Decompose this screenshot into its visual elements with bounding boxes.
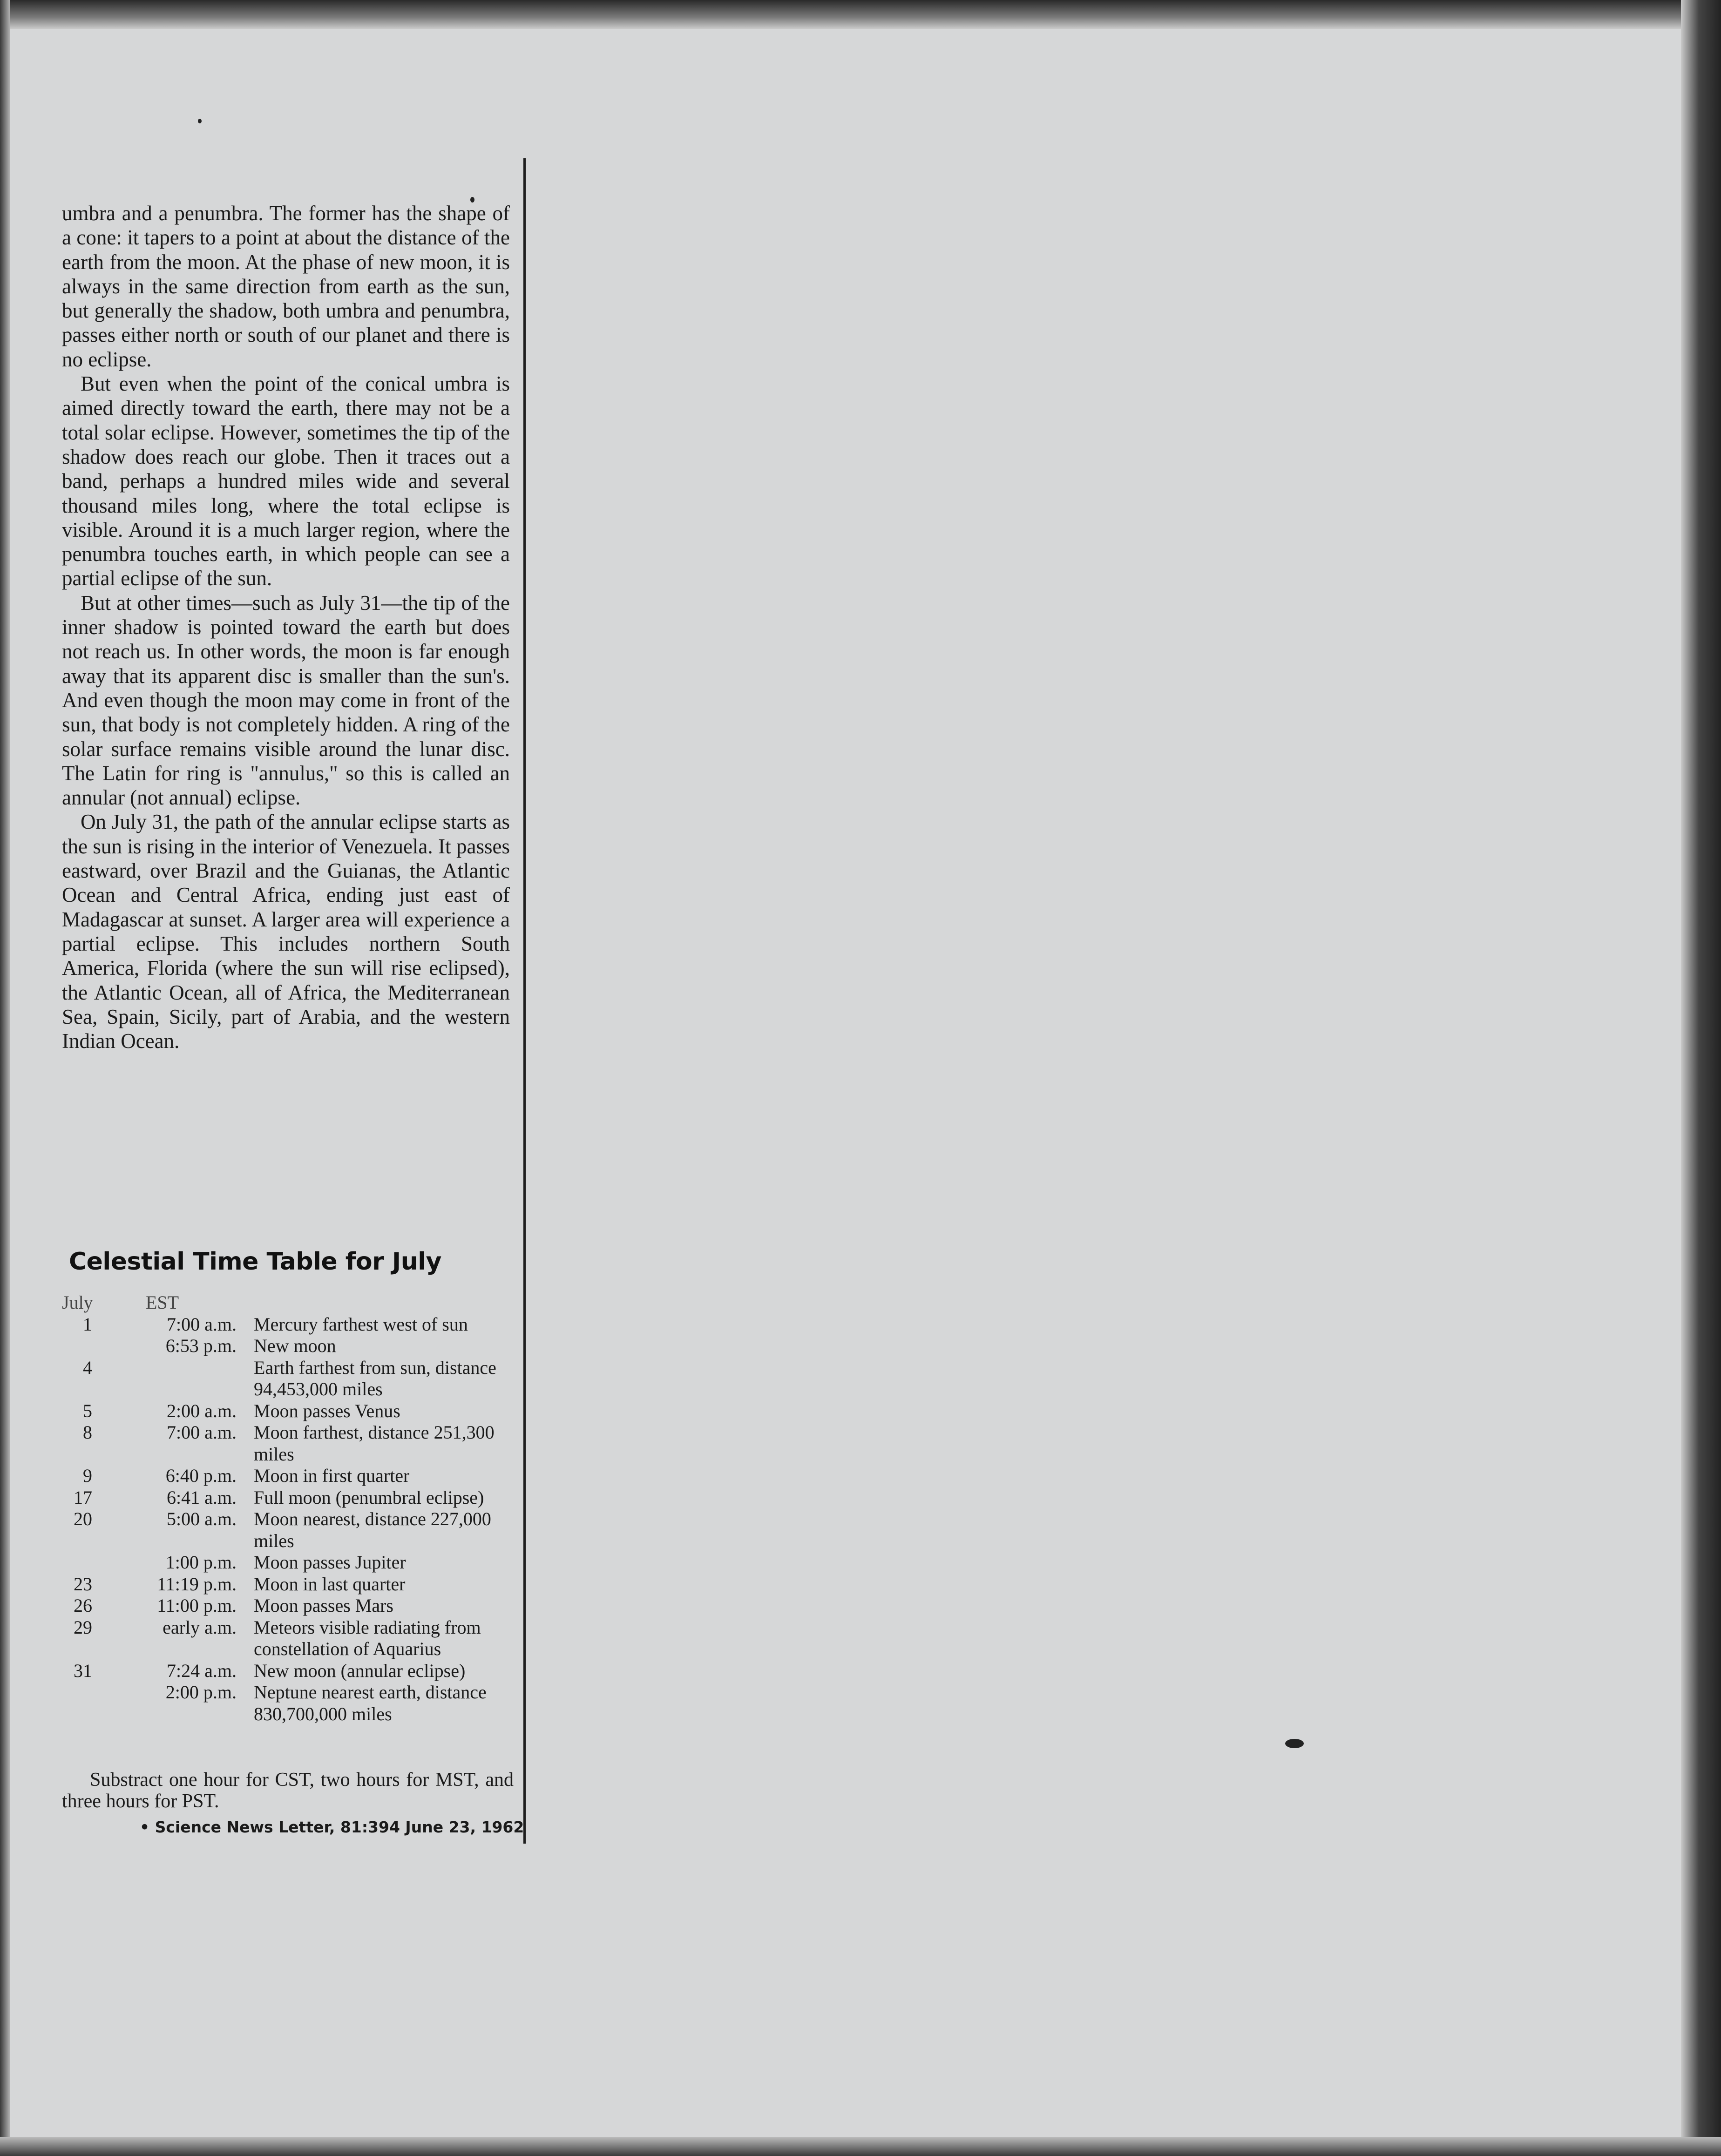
table-row	[62, 1617, 516, 1660]
day-cell: 1	[83, 1313, 92, 1335]
time-cell: early a.m.	[163, 1616, 237, 1638]
day-cell: 17	[74, 1487, 92, 1508]
timetable-title: Celestial Time Table for July	[69, 1248, 441, 1276]
timetable	[62, 1292, 516, 1725]
event-cell: Moon nearest, distance 227,000 miles	[254, 1508, 491, 1551]
time-cell: 2:00 p.m.	[165, 1682, 237, 1703]
header-day: July	[62, 1292, 93, 1313]
time-cell: 7:24 a.m.	[167, 1660, 237, 1681]
table-row	[62, 1552, 516, 1574]
timetable-header	[62, 1292, 516, 1314]
table-row	[62, 1682, 516, 1725]
day-cell: 23	[74, 1573, 92, 1595]
table-row	[62, 1660, 516, 1682]
scan-border-right	[1681, 0, 1721, 2156]
header-time: EST	[146, 1292, 179, 1313]
column-rule	[523, 158, 526, 1844]
table-row	[62, 1400, 516, 1422]
day-cell: 26	[74, 1595, 92, 1616]
event-cell: New moon (annular eclipse)	[254, 1660, 466, 1681]
event-cell: Meteors visible radiating from constellation of Aquarius	[254, 1616, 481, 1659]
event-cell: Full moon (penumbral eclipse)	[254, 1487, 484, 1508]
time-cell: 11:19 p.m.	[157, 1573, 237, 1595]
article-paragraph: But at other times—such as July 31—the tip of the inner shadow is pointed toward the earth but does not reach us. In other words, the moon is far enough away that its apparent disc is smaller than the sun's. And even though the moon may come in front of the sun, that body is not completely hidden. A ring of the solar surface remains visible around the lunar disc. The Latin for ring is "annulus," so this is called an annular (not annual) eclipse.	[62, 591, 510, 810]
event-cell: Moon in first quarter	[254, 1465, 410, 1486]
table-row	[62, 1595, 516, 1617]
event-cell: Moon passes Mars	[254, 1595, 393, 1616]
scan-border-bottom	[0, 2137, 1721, 2156]
table-row	[62, 1465, 516, 1487]
event-cell: Mercury farthest west of sun	[254, 1313, 468, 1335]
event-cell: Neptune nearest earth, distance 830,700,000 miles	[254, 1682, 487, 1724]
scan-border-top	[0, 0, 1721, 29]
day-cell	[62, 1335, 92, 1357]
time-cell	[92, 1357, 237, 1400]
day-cell	[62, 1682, 92, 1725]
time-cell: 11:00 p.m.	[157, 1595, 237, 1616]
table-row	[62, 1574, 516, 1595]
table-row	[62, 1314, 516, 1336]
article-paragraph: umbra and a penumbra. The former has the shape of a cone: it tapers to a point at about the distance of the earth from the moon. At the phase of new moon, it is always in the same direction from earth as the sun, but generally the shadow, both umbra and penumbra, passes either north or south of our planet and there is no eclipse.	[62, 202, 510, 371]
event-cell: Moon farthest, distance 251,300 miles	[254, 1422, 495, 1465]
day-cell: 29	[74, 1616, 92, 1638]
day-cell: 4	[83, 1357, 92, 1378]
timezone-note: Substract one hour for CST, two hours for MST, and three hours for PST.	[62, 1769, 514, 1812]
time-cell: 7:00 a.m.	[167, 1422, 237, 1443]
event-cell: Moon passes Jupiter	[254, 1552, 406, 1573]
article-body	[62, 201, 510, 1053]
time-cell: 6:40 p.m.	[165, 1465, 237, 1486]
scan-border-left	[0, 0, 10, 2156]
scan-speck	[198, 119, 202, 123]
event-cell: Moon in last quarter	[254, 1573, 406, 1595]
time-cell: 5:00 a.m.	[167, 1508, 237, 1529]
event-cell: Earth farthest from sun, distance 94,453,000 miles	[254, 1357, 496, 1399]
day-cell: 5	[83, 1400, 92, 1421]
day-cell: 8	[83, 1422, 92, 1443]
day-cell: 31	[74, 1660, 92, 1681]
table-row	[62, 1357, 516, 1400]
table-row	[62, 1508, 516, 1552]
time-cell: 2:00 a.m.	[167, 1400, 237, 1421]
time-cell: 6:41 a.m.	[167, 1487, 237, 1508]
article-paragraph: On July 31, the path of the annular eclipse starts as the sun is rising in the interior of Venezuela. It passes eastward, over Brazil and the Guianas, the Atlantic Ocean and Central Africa, ending just east of Madagascar at sunset. A larger area will experience a partial eclipse. This includes northern South America, Florida (where the sun will rise eclipsed), the Atlantic Ocean, all of Africa, the Mediterranean Sea, Spain, Sicily, part of Arabia, and the western Indian Ocean.	[62, 810, 510, 1053]
table-row	[62, 1422, 516, 1465]
day-cell: 9	[83, 1465, 92, 1486]
day-cell	[62, 1552, 92, 1574]
table-row	[62, 1335, 516, 1357]
event-cell: Moon passes Venus	[254, 1400, 400, 1421]
time-cell: 6:53 p.m.	[165, 1335, 237, 1356]
day-cell: 20	[74, 1508, 92, 1529]
citation: • Science News Letter, 81:394 June 23, 1962	[140, 1818, 524, 1836]
time-cell: 7:00 a.m.	[167, 1313, 237, 1335]
scan-speck	[1285, 1739, 1304, 1748]
table-row	[62, 1487, 516, 1509]
event-cell: New moon	[254, 1335, 336, 1356]
time-cell: 1:00 p.m.	[165, 1552, 237, 1573]
article-paragraph: But even when the point of the conical umbra is aimed directly toward the earth, there may not be a total solar eclipse. However, sometimes the tip of the shadow does reach our globe. Then it traces out a band, perhaps a hundred miles wide and several thousand miles long, where the total eclipse is visible. Around it is a much larger region, where the penumbra touches earth, in which people can see a partial eclipse of the sun.	[62, 372, 510, 590]
